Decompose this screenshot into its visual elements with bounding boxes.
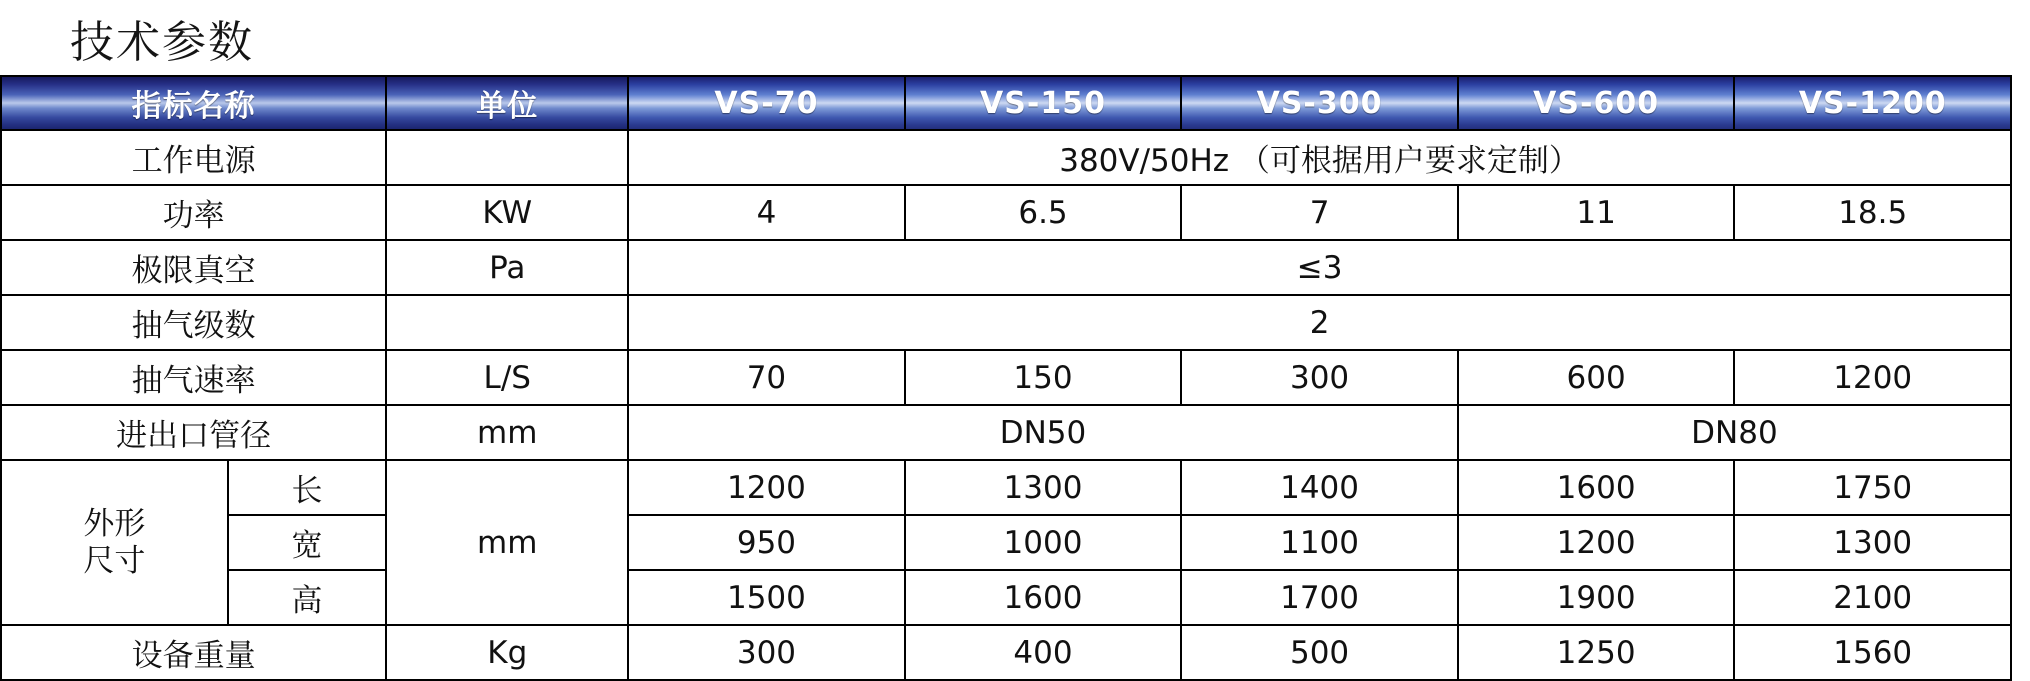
row-value-height-vs600: 1900 — [1458, 570, 1735, 625]
row-label-stages: 抽气级数 — [1, 295, 386, 350]
row-value-length-vs70: 1200 — [628, 460, 905, 515]
table-row — [1, 130, 2011, 185]
table-header-row — [1, 76, 2011, 130]
dimensions-label-line2: 尺寸 — [83, 542, 146, 579]
row-label-ultimate-vacuum: 极限真空 — [1, 240, 386, 295]
row-value-power-vs150: 6.5 — [905, 185, 1182, 240]
row-unit-power-supply — [386, 130, 628, 185]
spec-table — [0, 75, 2012, 681]
row-value-weight-vs150: 400 — [905, 625, 1182, 680]
row-value-length-vs300: 1400 — [1181, 460, 1458, 515]
row-value-width-vs300: 1100 — [1181, 515, 1458, 570]
row-unit-power: KW — [386, 185, 628, 240]
table-row — [1, 350, 2011, 405]
row-value-weight-vs1200: 1560 — [1734, 625, 2011, 680]
row-value-stages: 2 — [628, 295, 2011, 350]
header-cell-vs70: VS-70 — [628, 76, 905, 130]
row-label-length: 长 — [228, 460, 387, 515]
row-unit-pumping-speed: L/S — [386, 350, 628, 405]
row-value-speed-vs150: 150 — [905, 350, 1182, 405]
row-value-power-supply: 380V/50Hz （可根据用户要求定制） — [628, 130, 2011, 185]
row-value-speed-vs1200: 1200 — [1734, 350, 2011, 405]
table-row — [1, 625, 2011, 680]
row-value-port-diameter-large: DN80 — [1458, 405, 2011, 460]
row-value-height-vs1200: 2100 — [1734, 570, 2011, 625]
row-label-pumping-speed: 抽气速率 — [1, 350, 386, 405]
row-label-weight: 设备重量 — [1, 625, 386, 680]
table-row — [1, 515, 2011, 570]
row-unit-ultimate-vacuum: Pa — [386, 240, 628, 295]
row-unit-dimensions: mm — [386, 460, 628, 625]
table-row — [1, 295, 2011, 350]
table-row — [1, 460, 2011, 515]
header-cell-vs150: VS-150 — [905, 76, 1182, 130]
row-label-height: 高 — [228, 570, 387, 625]
table-row — [1, 570, 2011, 625]
header-cell-unit: 单位 — [386, 76, 628, 130]
row-value-speed-vs600: 600 — [1458, 350, 1735, 405]
table-row — [1, 405, 2011, 460]
row-value-power-vs70: 4 — [628, 185, 905, 240]
row-value-speed-vs300: 300 — [1181, 350, 1458, 405]
row-value-length-vs600: 1600 — [1458, 460, 1735, 515]
row-value-width-vs1200: 1300 — [1734, 515, 2011, 570]
row-unit-stages — [386, 295, 628, 350]
table-row — [1, 185, 2011, 240]
row-value-weight-vs70: 300 — [628, 625, 905, 680]
row-value-power-vs1200: 18.5 — [1734, 185, 2011, 240]
row-value-width-vs150: 1000 — [905, 515, 1182, 570]
row-label-power: 功率 — [1, 185, 386, 240]
table-row — [1, 240, 2011, 295]
row-value-power-vs600: 11 — [1458, 185, 1735, 240]
row-unit-weight: Kg — [386, 625, 628, 680]
row-value-height-vs300: 1700 — [1181, 570, 1458, 625]
row-value-length-vs150: 1300 — [905, 460, 1182, 515]
row-value-power-vs300: 7 — [1181, 185, 1458, 240]
row-value-weight-vs300: 500 — [1181, 625, 1458, 680]
row-value-length-vs1200: 1750 — [1734, 460, 2011, 515]
row-label-power-supply: 工作电源 — [1, 130, 386, 185]
row-value-height-vs150: 1600 — [905, 570, 1182, 625]
row-label-dimensions — [1, 460, 228, 625]
header-cell-vs600: VS-600 — [1458, 76, 1735, 130]
header-cell-vs1200: VS-1200 — [1734, 76, 2011, 130]
row-value-weight-vs600: 1250 — [1458, 625, 1735, 680]
row-unit-port-diameter: mm — [386, 405, 628, 460]
page-title: 技术参数 — [70, 17, 254, 68]
header-cell-vs300: VS-300 — [1181, 76, 1458, 130]
row-value-width-vs70: 950 — [628, 515, 905, 570]
header-cell-name: 指标名称 — [1, 76, 386, 130]
row-label-width: 宽 — [228, 515, 387, 570]
row-value-speed-vs70: 70 — [628, 350, 905, 405]
row-value-ultimate-vacuum: ≤3 — [628, 240, 2011, 295]
row-value-height-vs70: 1500 — [628, 570, 905, 625]
spec-table-container — [0, 75, 2012, 681]
row-value-port-diameter-small: DN50 — [628, 405, 1458, 460]
dimensions-label-line1: 外形 — [83, 505, 146, 542]
row-value-width-vs600: 1200 — [1458, 515, 1735, 570]
row-label-port-diameter: 进出口管径 — [1, 405, 386, 460]
